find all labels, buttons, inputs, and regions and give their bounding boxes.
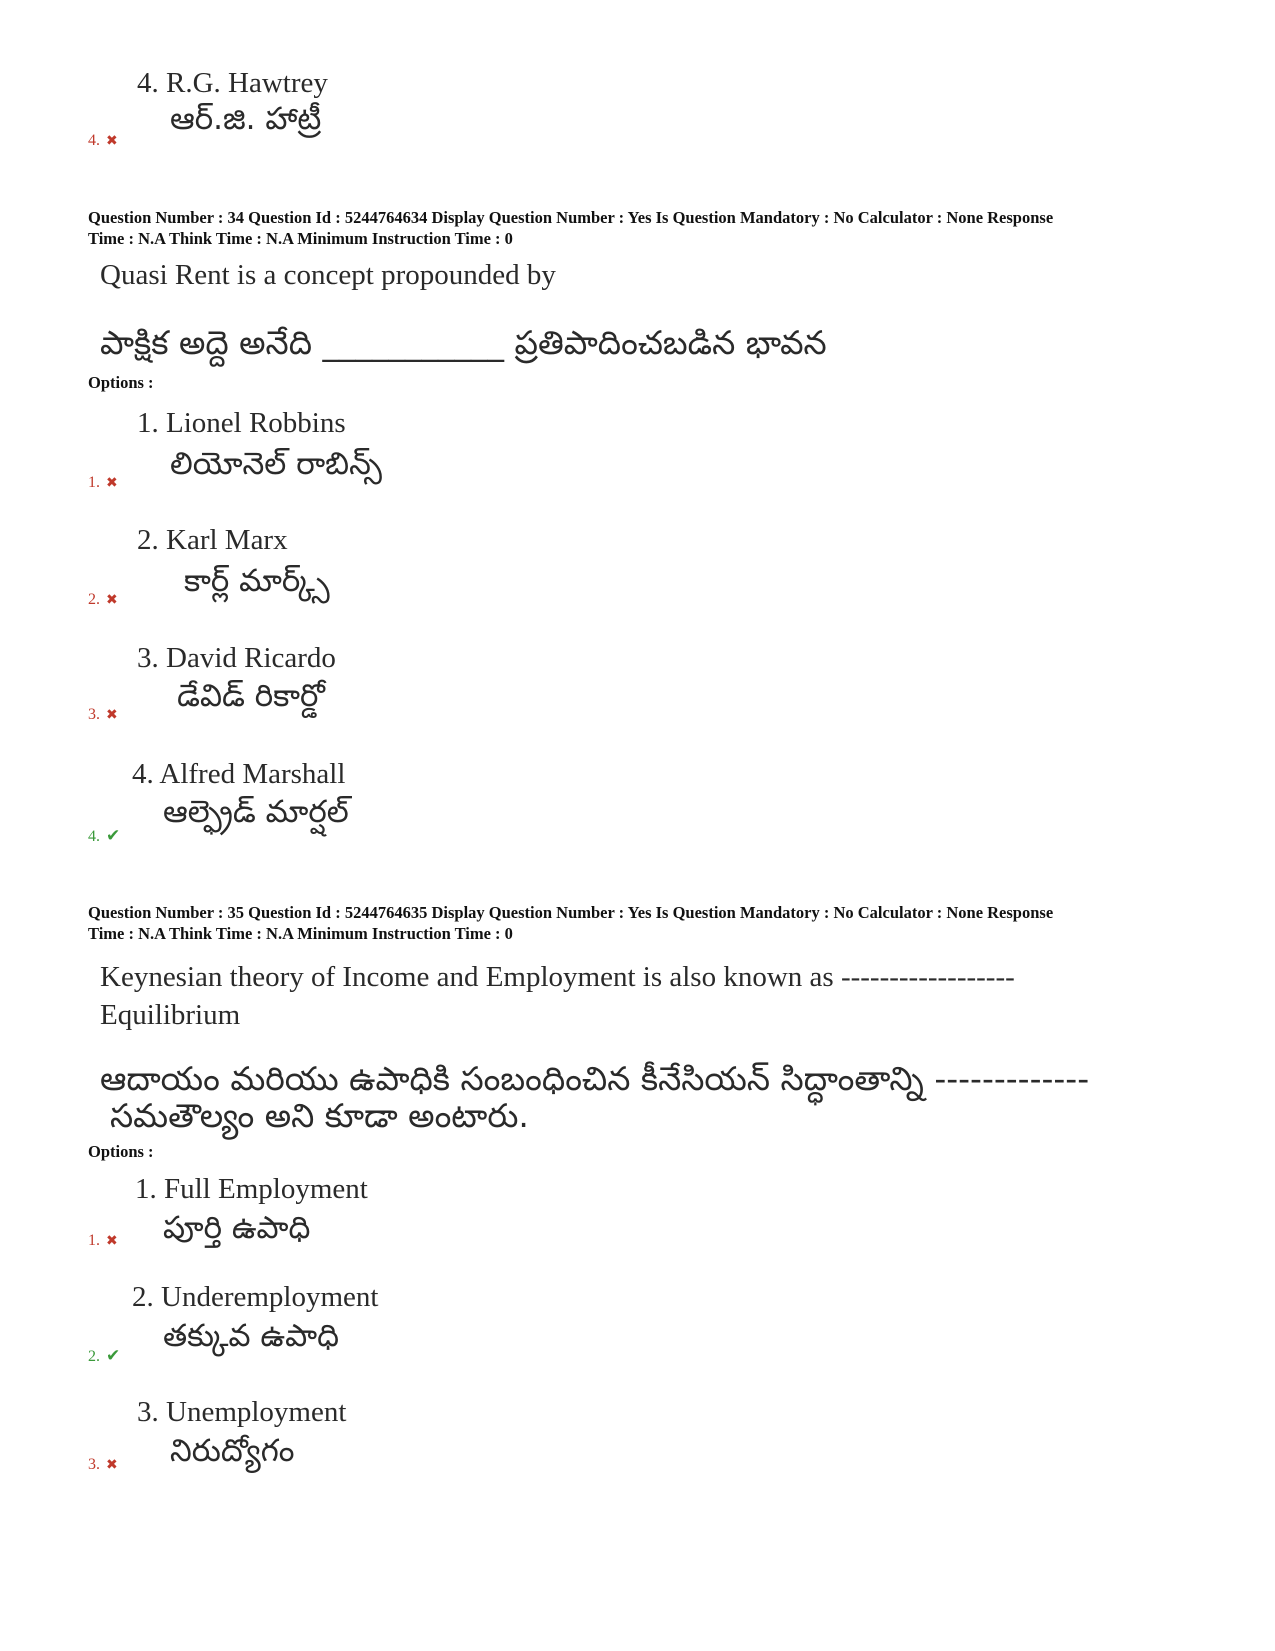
option-marker-number: 1. bbox=[88, 1232, 100, 1249]
option-marker-number: 2. bbox=[88, 591, 100, 608]
correct-check-icon: ✔ bbox=[106, 826, 121, 846]
options-label: Options : bbox=[88, 1142, 154, 1161]
correct-check-icon: ✔ bbox=[106, 1346, 121, 1366]
option-marker-number: 4. bbox=[88, 132, 100, 149]
option-marker-number: 3. bbox=[88, 1456, 100, 1473]
option-english: 2. Underemployment bbox=[132, 1281, 379, 1313]
question-text-english: Equilibrium bbox=[100, 999, 241, 1031]
question-text-telugu: పాక్షిక అద్దె అనేది ___________ ప్రతిపాదించబడిన భావన bbox=[100, 323, 827, 362]
option-marker bbox=[88, 826, 120, 846]
question-meta-line: Time : N.A Think Time : N.A Minimum Instruction Time : 0 bbox=[88, 924, 513, 943]
option-telugu: ఆర్.జి. హాట్రీ bbox=[170, 101, 322, 137]
option-english: 4. Alfred Marshall bbox=[132, 758, 346, 790]
option-marker-number: 2. bbox=[88, 1348, 100, 1365]
question-text-telugu: సమతౌల్యం అని కూడా అంటారు. bbox=[110, 1096, 529, 1135]
option-marker bbox=[88, 1232, 118, 1250]
wrong-cross-icon: ✖ bbox=[106, 707, 118, 723]
option-marker bbox=[88, 132, 118, 150]
options-label: Options : bbox=[88, 373, 154, 392]
question-meta-line: Question Number : 34 Question Id : 5244764634 Display Question Number : Yes Is Question Mandatory : No Calculator : None Response bbox=[88, 208, 1054, 227]
question-meta bbox=[88, 207, 1198, 249]
option-english: 1. Full Employment bbox=[135, 1173, 368, 1205]
wrong-cross-icon: ✖ bbox=[106, 592, 118, 608]
wrong-cross-icon: ✖ bbox=[106, 133, 118, 149]
option-telugu: డేవిడ్ రికార్డో bbox=[177, 678, 325, 714]
option-marker bbox=[88, 1456, 118, 1474]
question-meta-line: Question Number : 35 Question Id : 5244764635 Display Question Number : Yes Is Question Mandatory : No Calculator : None Response bbox=[88, 903, 1054, 922]
option-marker bbox=[88, 591, 118, 609]
option-marker bbox=[88, 706, 118, 724]
option-marker-number: 4. bbox=[88, 828, 100, 845]
wrong-cross-icon: ✖ bbox=[106, 1457, 118, 1473]
option-marker-number: 1. bbox=[88, 474, 100, 491]
option-marker bbox=[88, 474, 118, 492]
option-telugu: తక్కువ ఉపాధి bbox=[163, 1318, 340, 1354]
option-english: 3. David Ricardo bbox=[137, 642, 336, 674]
option-english: 4. R.G. Hawtrey bbox=[137, 67, 328, 99]
option-english: 2. Karl Marx bbox=[137, 524, 288, 556]
option-telugu: పూర్తి ఉపాధి bbox=[163, 1210, 311, 1246]
option-telugu: నిరుద్యోగం bbox=[170, 1433, 295, 1469]
option-marker-number: 3. bbox=[88, 706, 100, 723]
option-english: 3. Unemployment bbox=[137, 1396, 347, 1428]
question-text-english: Quasi Rent is a concept propounded by bbox=[100, 259, 556, 291]
wrong-cross-icon: ✖ bbox=[106, 475, 118, 491]
question-text-telugu: ఆదాయం మరియు ఉపాధికి సంబంధించిన కీనేసియన్ సిద్ధాంతాన్ని ------------- bbox=[100, 1059, 1090, 1098]
question-meta bbox=[88, 902, 1198, 944]
option-telugu: లియోనెల్ రాబిన్స్ bbox=[170, 446, 382, 482]
option-telugu: ఆల్ఫ్రెడ్ మార్షల్ bbox=[163, 794, 349, 830]
question-meta-line: Time : N.A Think Time : N.A Minimum Instruction Time : 0 bbox=[88, 229, 513, 248]
question-text-english: Keynesian theory of Income and Employment is also known as ------------------ bbox=[100, 961, 1015, 993]
option-english: 1. Lionel Robbins bbox=[137, 407, 346, 439]
option-telugu: కార్ల్ మార్క్స్ bbox=[184, 563, 330, 599]
wrong-cross-icon: ✖ bbox=[106, 1233, 118, 1249]
option-marker bbox=[88, 1346, 120, 1366]
